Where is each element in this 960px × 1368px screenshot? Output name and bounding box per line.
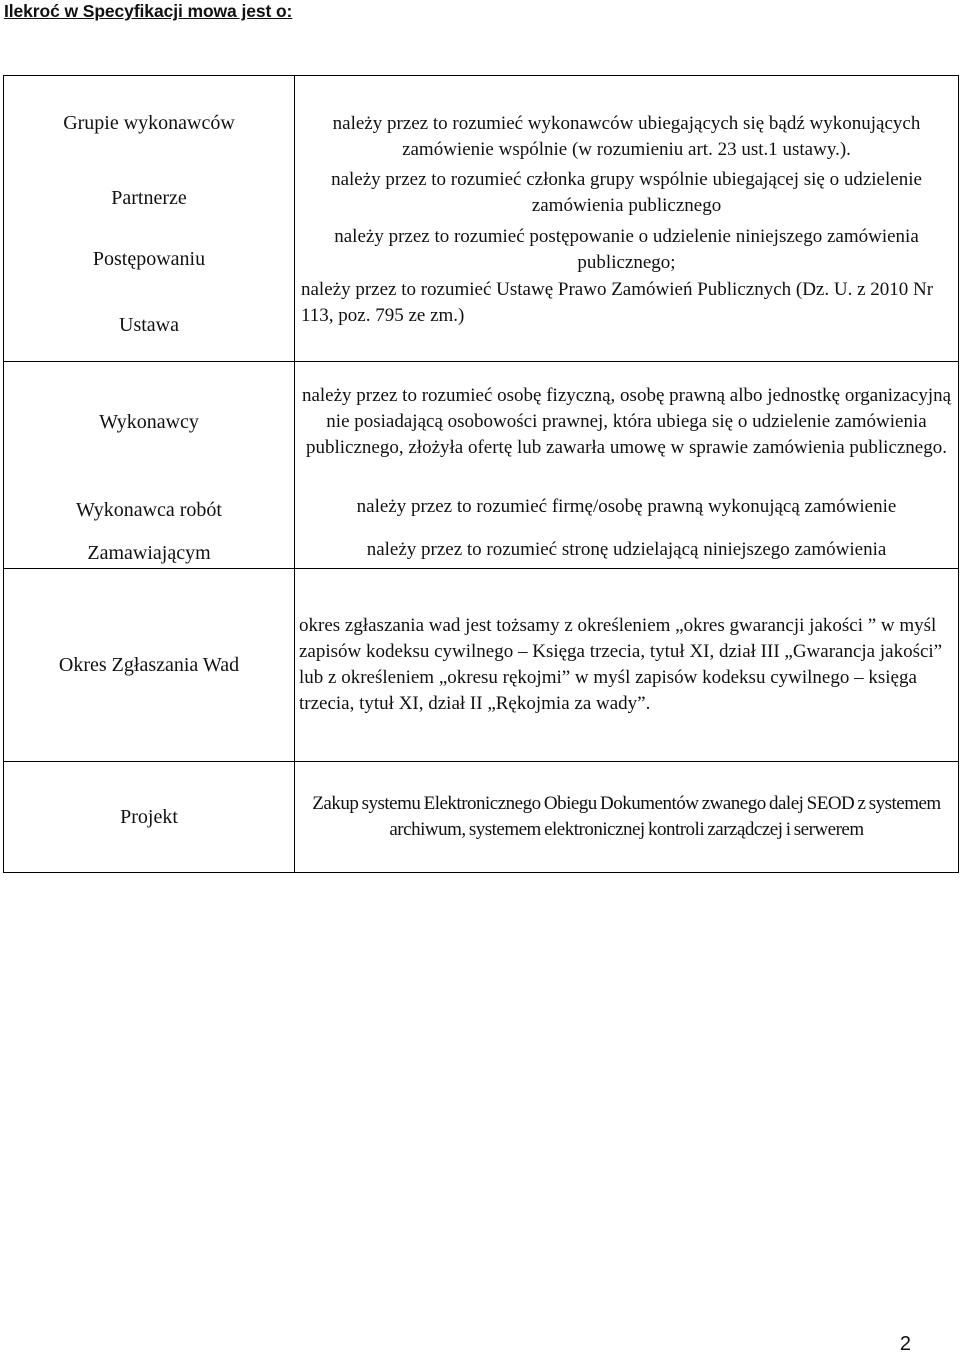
term-wykonawcy: Wykonawcy bbox=[99, 411, 199, 433]
term-zamawiajacym: Zamawiającym bbox=[87, 542, 211, 564]
definition-wykonawca-robot: należy przez to rozumieć firmę/osobę prawną wykonującą zamówienie bbox=[356, 496, 897, 517]
terms-cell bbox=[4, 362, 295, 569]
table-row bbox=[4, 569, 959, 762]
terms-cell bbox=[4, 76, 295, 362]
definition-postepowaniu: należy przez to rozumieć postępowanie o udzielenie niniejszego zamówienia publicznego; bbox=[334, 226, 919, 273]
page-number: 2 bbox=[899, 1333, 911, 1355]
term-postepowaniu: Postępowaniu bbox=[92, 247, 206, 270]
definition-grupie-wykonawcow: należy przez to rozumieć wykonawców ubiegających się bądź wykonujących zamówienie wspólnie (w rozumieniu art. 23 ust.1 ustawy.). bbox=[332, 113, 921, 160]
term-ustawa: Ustawa bbox=[119, 314, 179, 336]
definition-projekt: Zakup systemu Elektronicznego Obiegu Dokumentów zwanego dalej SEOD z systemem archiwum, systemem elektronicznej kontroli zarządczej i serwerem bbox=[312, 793, 941, 840]
definition-zamawiajacym: należy przez to rozumieć stronę udzielającą niniejszego zamówienia bbox=[366, 539, 887, 560]
table-row bbox=[4, 362, 959, 569]
section-heading: Ilekroć w Specyfikacji mowa jest o: bbox=[4, 1, 293, 21]
term-okres-zglaszania-wad: Okres Zgłaszania Wad bbox=[58, 654, 240, 676]
definitions-cell bbox=[295, 362, 959, 569]
terms-cell bbox=[4, 569, 295, 762]
table-row bbox=[4, 762, 959, 873]
term-projekt: Projekt bbox=[120, 806, 178, 828]
definitions-cell bbox=[295, 762, 959, 873]
definitions-cell bbox=[295, 76, 959, 362]
term-wykonawca-robot: Wykonawca robót bbox=[76, 499, 222, 521]
definitions-cell bbox=[295, 569, 959, 762]
table-row bbox=[4, 76, 959, 362]
definition-okres-zglaszania-wad: okres zgłaszania wad jest tożsamy z określeniem „okres gwarancji jakości ” w myśl zapisów kodeksu cywilnego – Księga trzecia, tytuł XI, dział III „Gwarancja jakości” lub z określeniem „okresu rękojmi” w myśl zapisów kodeksu cywilnego – księga trzecia, tytuł XI, dział II „Rękojmia za wady”. bbox=[299, 615, 943, 714]
definition-wykonawcy: należy przez to rozumieć osobę fizyczną, osobę prawną albo jednostkę organizacyjną nie posiadającą osobowości prawnej, która ubiega się o udzielenie zamówienia publicznego, złożyła ofertę lub zawarła umowę w sprawie zamówienia publicznego. bbox=[301, 385, 952, 458]
term-grupie-wykonawcow: Grupie wykonawców bbox=[63, 112, 235, 134]
definition-partnerze: należy przez to rozumieć członka grupy wspólnie ubiegającej się o udzielenie zamówienia publicznego bbox=[331, 169, 922, 216]
term-partnerze: Partnerze bbox=[111, 187, 187, 209]
definition-ustawa: należy przez to rozumieć Ustawę Prawo Zamówień Publicznych (Dz. U. z 2010 Nr 113, poz. 795 ze zm.) bbox=[301, 279, 934, 326]
terms-cell bbox=[4, 762, 295, 873]
definitions-table bbox=[3, 75, 959, 873]
